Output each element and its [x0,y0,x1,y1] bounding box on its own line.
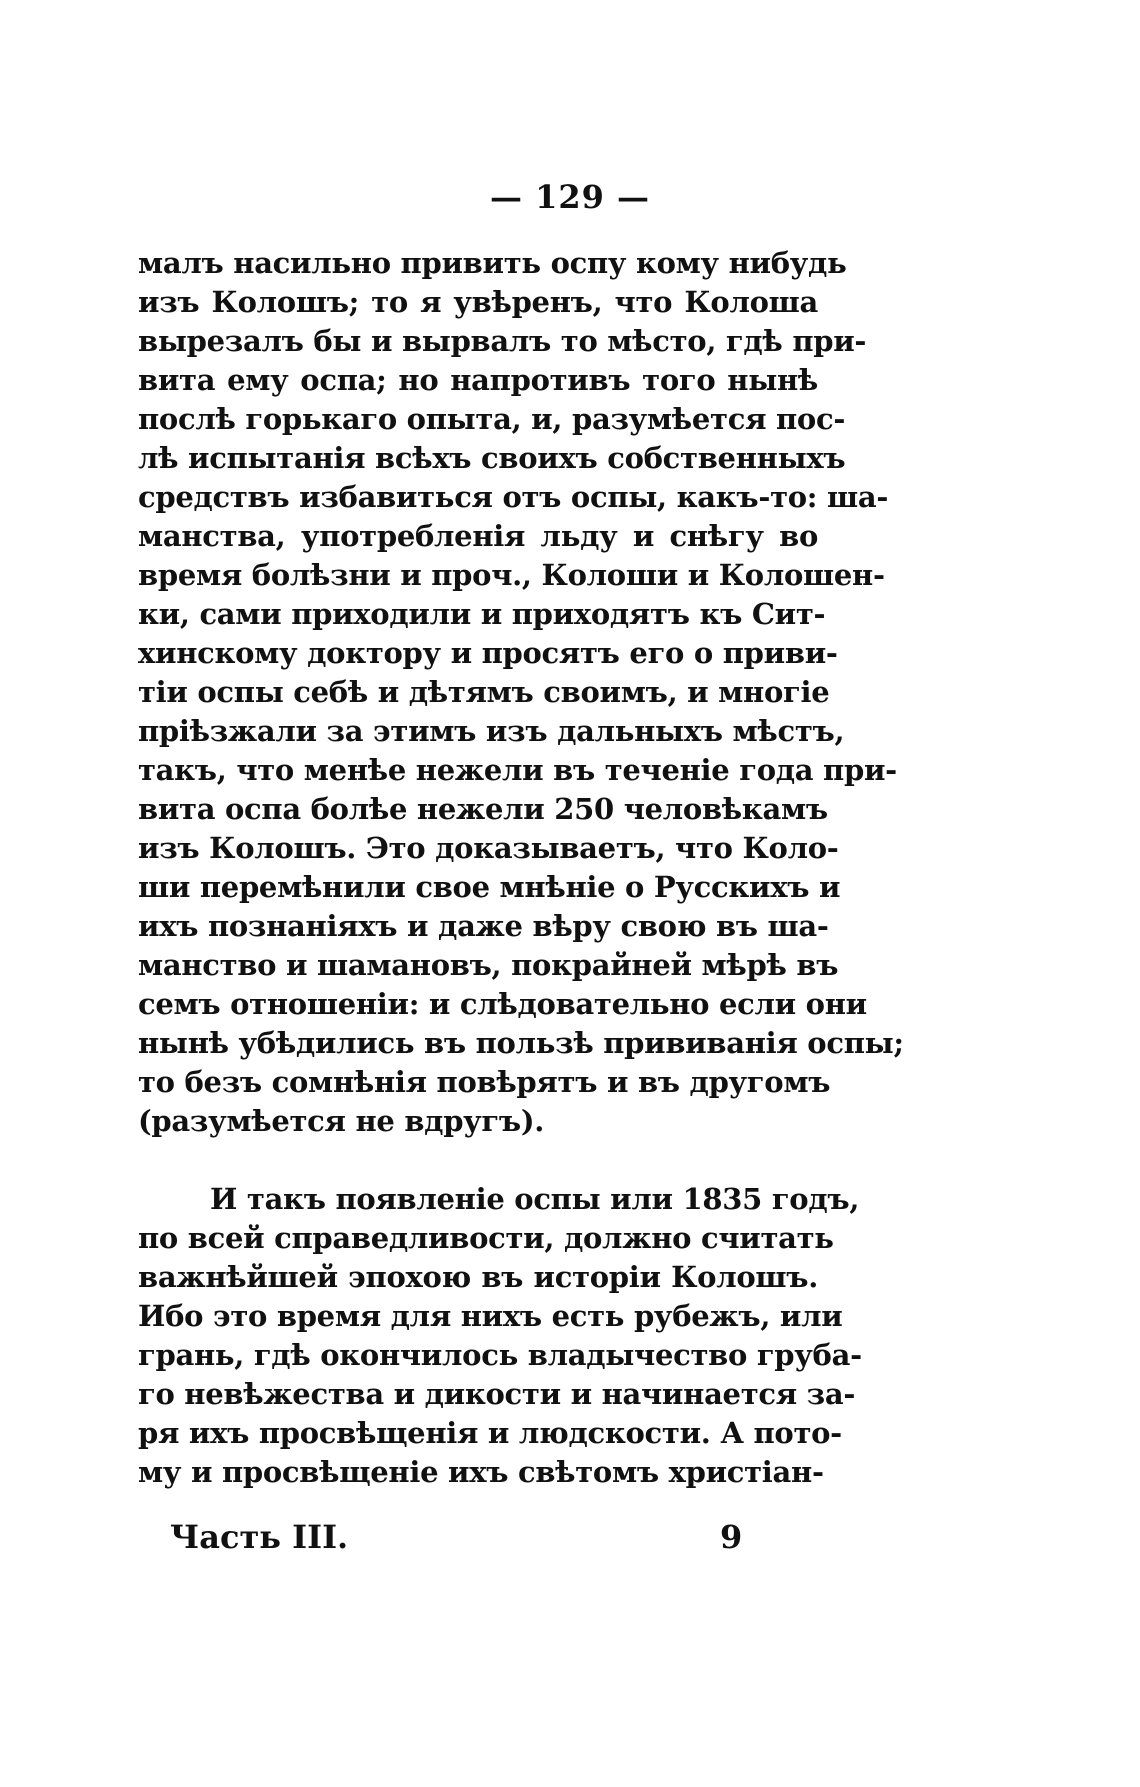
signature-mark: 9 [720,1518,743,1556]
text-line: го невѣжества и дикости и начинается за- [138,1377,856,1411]
text-line: И такъ появленіе оспы или 1835 годъ, [210,1182,860,1216]
text-line: то безъ сомнѣнія повѣрятъ и въ другомъ [138,1065,831,1099]
text-line: му и просвѣщеніе ихъ свѣтомъ христіан- [138,1455,824,1489]
text-line: нынѣ убѣдились въ пользѣ прививанія оспы; [138,1026,904,1060]
page-number: — 129 — [489,178,651,216]
text-line: изъ Колошъ. Это доказываетъ, что Коло- [138,831,839,865]
text-line: пріѣзжали за этимъ изъ дальныхъ мѣстъ, [138,714,845,748]
text-line: важнѣйшей эпохою въ исторіи Колошъ. [138,1260,818,1294]
paragraph-1 [138,244,904,1141]
text-line: семъ отношеніи: и слѣдовательно если они [138,987,867,1021]
text-line: изъ Колошъ; то я увѣренъ, что Колоша [138,285,818,319]
text-line: грань, гдѣ окончилось владычество груба- [138,1338,862,1372]
text-line: лѣ испытанія всѣхъ своихъ собственныхъ [138,441,846,475]
text-line: ихъ познаніяхъ и даже вѣру свою въ ша- [138,909,829,943]
text-line: вита ему оспа; но напротивъ того нынѣ [138,363,818,397]
text-line: такъ, что менѣе нежели въ теченіе года при- [138,753,897,787]
text-line: послѣ горькаго опыта, и, разумѣется пос- [138,402,846,436]
text-line: (разумѣется не вдругъ). [138,1104,545,1138]
part-label: Часть III. [170,1518,349,1556]
text-line: хинскому доктору и просятъ его о приви- [138,636,838,670]
paragraph-2 [138,1180,862,1492]
text-line: ки, сами приходили и приходятъ къ Сит- [138,597,826,631]
text-line: время болѣзни и проч., Колоши и Колошен- [138,558,885,592]
text-line: малъ насильно привить оспу кому нибудь [138,246,847,280]
text-line: вырезалъ бы и вырвалъ то мѣсто, гдѣ при- [138,324,867,358]
text-line: ши перемѣнили свое мнѣніе о Русскихъ и [138,870,841,904]
text-line: Ибо это время для нихъ есть рубежъ, или [138,1299,843,1333]
text-line: тіи оспы себѣ и дѣтямъ своимъ, и многіе [138,675,830,709]
text-line: вита оспа болѣе нежели 250 человѣкамъ [138,792,828,826]
text-line: средствъ избавиться отъ оспы, какъ-то: ша- [138,480,889,514]
text-line: ря ихъ просвѣщенія и людскости. А пото- [138,1416,842,1450]
text-line: манства, употребленія льду и снѣгу во [138,519,818,553]
text-line: манство и шамановъ, покрайней мѣрѣ въ [138,948,839,982]
text-line: по всей справедливости, должно считать [138,1221,834,1255]
